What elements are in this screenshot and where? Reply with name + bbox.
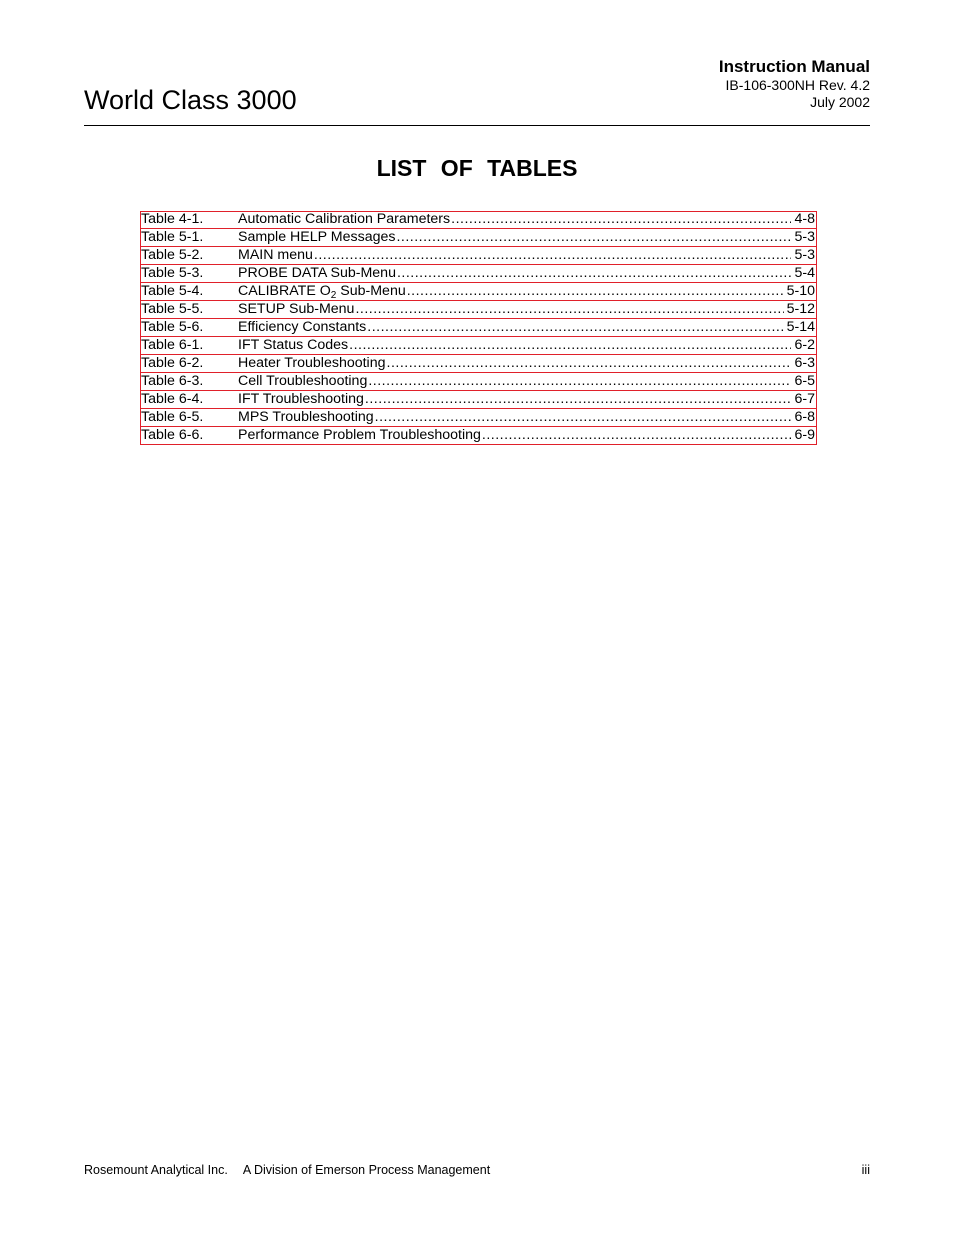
page-reference: 6-9 [794, 427, 815, 443]
table-number: Table 5-4. [141, 283, 204, 299]
table-title [238, 283, 407, 299]
page-reference: 5-3 [794, 229, 815, 245]
table-number: Table 6-2. [141, 355, 204, 371]
page-reference: 6-8 [794, 409, 815, 425]
dot-leader [407, 283, 784, 299]
dot-leader [355, 301, 783, 317]
division-name: A Division of Emerson Process Management [242, 1163, 491, 1177]
toc-entry[interactable] [140, 211, 817, 229]
page-reference: 5-12 [786, 301, 815, 317]
table-number: Table 6-5. [141, 409, 204, 425]
table-title: IFT Troubleshooting [238, 391, 364, 407]
table-number: Table 5-2. [141, 247, 204, 263]
page-reference: 6-3 [794, 355, 815, 371]
toc-entry[interactable] [140, 337, 817, 355]
list-of-tables [140, 211, 817, 445]
toc-entry[interactable] [140, 283, 817, 301]
page-reference: 5-14 [786, 319, 815, 335]
table-title: Cell Troubleshooting [238, 373, 368, 389]
toc-entry[interactable] [140, 391, 817, 409]
dot-leader [375, 409, 792, 425]
dot-leader [396, 229, 791, 245]
title-prefix: CALIBRATE O [238, 283, 331, 299]
dot-leader [397, 265, 792, 281]
table-title: Performance Problem Troubleshooting [238, 427, 481, 443]
table-title: Sample HELP Messages [238, 229, 396, 245]
dot-leader [368, 373, 791, 389]
page-reference: 6-5 [794, 373, 815, 389]
page-reference: 4-8 [794, 211, 815, 227]
table-title: Efficiency Constants [238, 319, 367, 335]
table-number: Table 6-4. [141, 391, 204, 407]
dot-leader [482, 427, 792, 443]
toc-entry[interactable] [140, 427, 817, 445]
table-title: MPS Troubleshooting [238, 409, 374, 425]
table-number: Table 5-6. [141, 319, 204, 335]
toc-entry[interactable] [140, 265, 817, 283]
subscript-2: 2 [330, 290, 337, 301]
dot-leader [387, 355, 792, 371]
dot-leader [349, 337, 791, 353]
page-reference: 5-10 [786, 283, 815, 299]
table-number: Table 6-3. [141, 373, 204, 389]
table-title: SETUP Sub-Menu [238, 301, 355, 317]
toc-entry[interactable] [140, 301, 817, 319]
toc-entry[interactable] [140, 355, 817, 373]
page-number: iii [861, 1163, 870, 1177]
page-reference: 5-4 [794, 265, 815, 281]
page-reference: 5-3 [794, 247, 815, 263]
table-number: Table 5-5. [141, 301, 204, 317]
toc-entry[interactable] [140, 319, 817, 337]
table-title: Heater Troubleshooting [238, 355, 386, 371]
company-name: Rosemount Analytical Inc. [84, 1163, 228, 1177]
table-number: Table 5-3. [141, 265, 204, 281]
dot-leader [451, 211, 791, 227]
dot-leader [367, 319, 783, 335]
table-title: PROBE DATA Sub-Menu [238, 265, 396, 281]
header-divider [84, 125, 870, 126]
table-number: Table 6-1. [141, 337, 204, 353]
doc-date: July 2002 [810, 94, 870, 110]
table-number: Table 6-6. [141, 427, 204, 443]
table-title: Automatic Calibration Parameters [238, 211, 451, 227]
toc-entry[interactable] [140, 247, 817, 265]
document-info [719, 56, 870, 111]
page-title: LIST OF TABLES [376, 155, 578, 181]
footer-company [84, 1163, 490, 1178]
toc-entry[interactable] [140, 229, 817, 247]
page-reference: 6-7 [794, 391, 815, 407]
dot-leader [314, 247, 792, 263]
table-title: MAIN menu [238, 247, 313, 263]
product-name: World Class 3000 [84, 85, 297, 115]
table-number: Table 4-1. [141, 211, 204, 227]
toc-entry[interactable] [140, 409, 817, 427]
toc-entry[interactable] [140, 373, 817, 391]
doc-number: IB-106-300NH Rev. 4.2 [725, 77, 870, 93]
title-suffix: Sub-Menu [336, 283, 406, 299]
manual-title: Instruction Manual [718, 57, 870, 76]
table-title: IFT Status Codes [238, 337, 349, 353]
page-reference: 6-2 [794, 337, 815, 353]
table-number: Table 5-1. [141, 229, 204, 245]
dot-leader [365, 391, 792, 407]
